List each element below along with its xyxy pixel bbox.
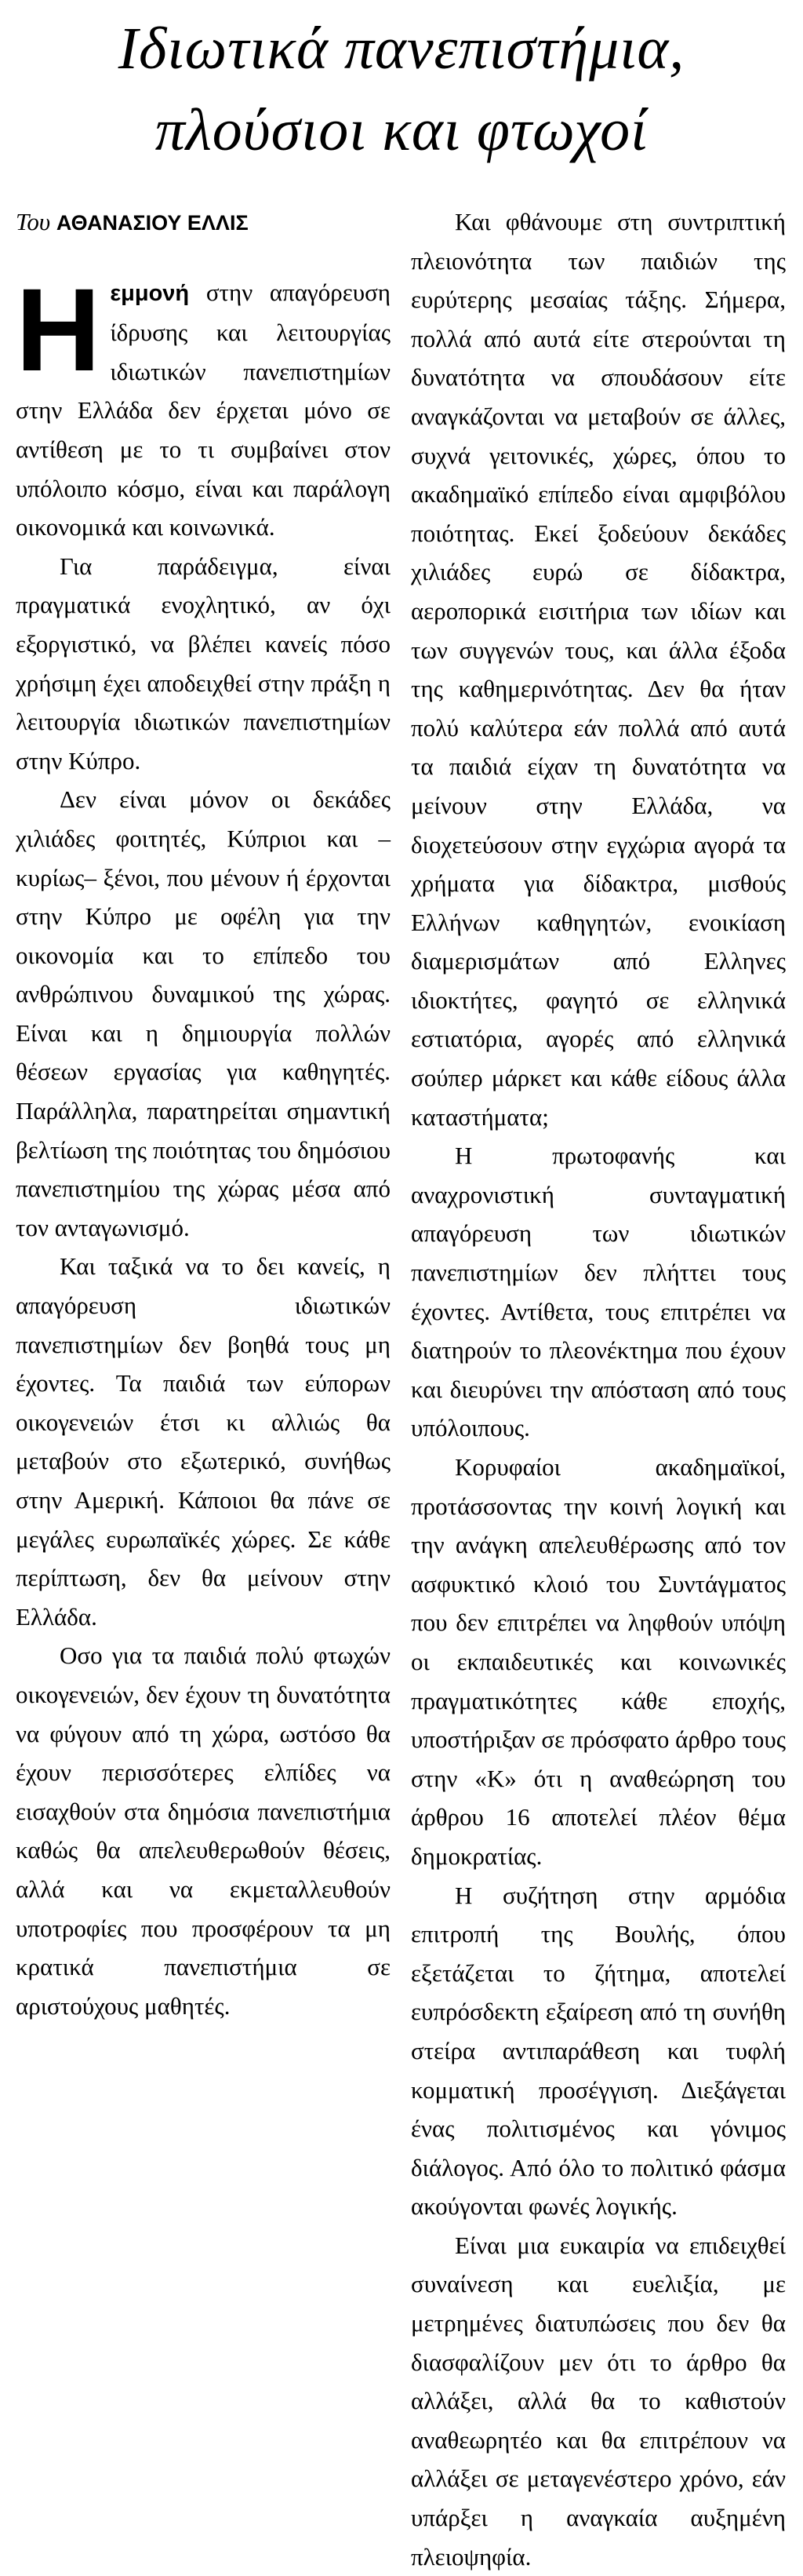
article-column-left (16, 202, 391, 2025)
paragraph-5: Οσο για τα παιδιά πολύ φτωχών οικογενειών, δεν έχουν τη δυνατότητα να φύγουν από τη χώρα, ωστόσο θα έχουν περισσότερες ελπίδες να εισαχθούν στα δημόσια πανεπιστήμια καθώς θα απελευθερωθούν θέσεις, αλλά και να εκμεταλλευθούν υποτροφίες που προσφέρουν τα μη κρατικά πανεπιστήμια σε αριστούχους μαθητές. (16, 1641, 391, 2020)
paragraph-9: Η συζήτηση στην αρμόδια επιτροπή της Βουλής, όπου εξετάζεται το ζήτημα, αποτελεί ευπρόσδεκτη εξαίρεση από τη συνήθη στείρα αντιπαράθεση και τυφλή κομματική προσέγγιση. Διεξάγεται ένας πολιτισμένος και γόνιμος διάλογος. Από όλο το πολιτικό φάσμα ακούγονται φωνές λογικής. (411, 1881, 786, 2221)
article-column-right (411, 202, 786, 2576)
title-line-2: πλούσιοι και φτωχοί (154, 97, 649, 163)
paragraph-2: Για παράδειγμα, είναι πραγματικά ενοχλητικό, αν όχι εξοργιστικό, να βλέπει κανείς πόσο χρήσιμη έχει αποδειχθεί στην πράξη η λειτουργία ιδιωτικών πανεπιστημίων στην Κύπρο. (16, 552, 391, 774)
paragraph-8: Κορυφαίοι ακαδημαϊκοί, προτάσσοντας την κοινή λογική και την ανάγκη απελευθέρωσης από τον ασφυκτικό κλοιό του Συντάγματος που δεν επιτρέπει να ληφθούν υπόψη οι εκπαιδευτικές και κοινωνικές πραγματικότητες κάθε εποχής, υποστήριξαν σε πρόσφατο άρθρο τους στην «Κ» ότι η αναθεώρηση του άρθρου 16 αποτελεί πλέον θέμα δημοκρατίας. (411, 1453, 786, 1870)
paragraph-10: Είναι μια ευκαιρία να επιδειχθεί συναίνεση και ευελιξία, με μετρημένες διατυπώσεις που δεν θα διασφαλίζουν μεν ότι το άρθρο θα αλλάξει, αλλά θα το καθιστούν αναθεωρητέο και θα επιτρέπουν να αλλάξει σε μεταγενέστερο χρόνο, εάν υπάρξει η αναγκαία αυξημένη πλειοψηφία. (411, 2231, 786, 2571)
paragraph-3: Δεν είναι μόνον οι δεκάδες χιλιάδες φοιτητές, Κύπριοι και –κυρίως– ξένοι, που μένουν ή έρχονται στην Κύπρο με οφέλη για την οικονομία και το επίπεδο του ανθρώπινου δυναμικού της χώρας. Είναι και η δημιουργία πολλών θέσεων εργασίας για καθηγητές. Παράλληλα, παρατηρείται σημαντική βελτίωση της ποιότητας του δημόσιου πανεπιστημίου της χώρας μέσα από τον ανταγωνισμό. (16, 785, 391, 1241)
lead-word: εμμονή (110, 280, 190, 306)
byline (16, 202, 391, 243)
paragraph-6: Και φθάνουμε στη συντριπτική πλειονότητα των παιδιών της ευρύτερης μεσαίας τάξης. Σήμερα, πολλά από αυτά είτε στερούνται τη δυνατότητα να σπουδάσουν είτε αναγκάζονται να μεταβούν σε άλλες, συχνά γειτονικές, χώρες, όπου το ακαδημαϊκό επίπεδο είναι αμφιβόλου ποιότητας. Εκεί ξοδεύουν δεκάδες χιλιάδες ευρώ σε δίδακτρα, αεροπορικά εισιτήρια των ιδίων και των συγγενών τους, και άλλα έξοδα της καθημερινότητας. Δεν θα ήταν πολύ καλύτερα εάν πολλά από αυτά τα παιδιά είχαν τη δυνατότητα να μείνουν στην Ελλάδα, να διοχετεύσουν στην εγχώρια αγορά τα χρήματα για δίδακτρα, μισθούς Ελλήνων καθηγητών, ενοικίαση διαμερισμάτων από Ελληνες ιδιοκτήτες, φαγητό σε ελληνικά εστιατόρια, αγορές από ελληνικά σούπερ μάρκετ και κάθε είδους άλλα καταστήματα; (411, 208, 786, 1131)
byline-author: ΑΘΑΝΑΣΙΟΥ ΕΛΛΙΣ (56, 211, 249, 235)
paragraph-4: Και ταξικά να το δει κανείς, η απαγόρευση ιδιωτικών πανεπιστημίων δεν βοηθά τους μη έχοντες. Τα παιδιά των εύπορων οικογενειών έτσι κι αλλιώς θα μεταβούν στο εξωτερικό, συνήθως στην Αμερική. Κάποιοι θα πάνε σε μεγάλες ευρωπαϊκές χώρες. Σε κάθε περίπτωση, δεν θα μείνουν στην Ελλάδα. (16, 1252, 391, 1630)
title-line-1: Ιδιωτικά πανεπιστήμια, (118, 16, 685, 82)
byline-prefix: Του (16, 208, 51, 235)
paragraph-1 (16, 263, 391, 547)
paragraph-7: Η πρωτοφανής και αναχρονιστική συνταγματική απαγόρευση των ιδιωτικών πανεπιστημίων δεν πλήττει τους έχοντες. Αντίθετα, τους επιτρέπει να διατηρούν το πλεονέκτημα που έχουν και διευρύνει την απόσταση από τους υπόλοιπους. (411, 1142, 786, 1442)
paragraph-1-text: στην απαγόρευση ίδρυσης και λειτουργίας ιδιωτικών πανεπιστημίων στην Ελλάδα δεν έρχεται μόνο σε αντίθεση με το τι συμβαίνει στον υπόλοιπο κόσμο, είναι και παράλογη οικονομικά και κοινωνικά. (16, 278, 391, 541)
article-title (0, 8, 803, 171)
drop-cap: Η (16, 263, 101, 395)
